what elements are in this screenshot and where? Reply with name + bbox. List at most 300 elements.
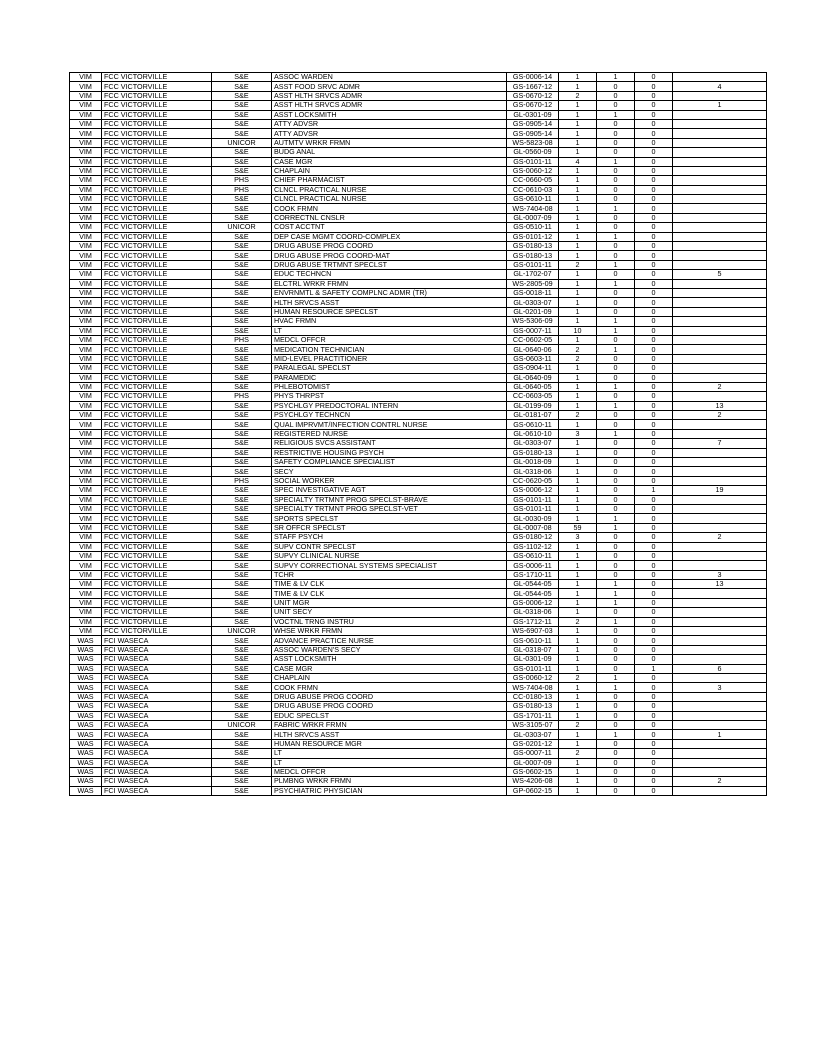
table-row <box>70 683 767 692</box>
cell-grade: WS-4206-08 <box>507 777 559 786</box>
cell-position-title: STAFF PSYCH <box>272 533 507 542</box>
cell-count-d <box>673 692 767 701</box>
cell-count-c: 0 <box>635 317 673 326</box>
cell-grade: GL-0610-10 <box>507 429 559 438</box>
table-row <box>70 176 767 185</box>
cell-count-c: 0 <box>635 223 673 232</box>
cell-count-c: 0 <box>635 636 673 645</box>
table-row <box>70 655 767 664</box>
cell-count-b: 0 <box>597 242 635 251</box>
cell-count-d <box>673 589 767 598</box>
table-row <box>70 636 767 645</box>
cell-count-c: 0 <box>635 401 673 410</box>
cell-count-b: 0 <box>597 542 635 551</box>
cell-count-c: 0 <box>635 176 673 185</box>
cell-count-d <box>673 429 767 438</box>
cell-position-title: REGISTERED NURSE <box>272 429 507 438</box>
cell-grade: GL-0318-06 <box>507 467 559 476</box>
cell-institution: FCI WASECA <box>102 702 212 711</box>
table-row <box>70 692 767 701</box>
cell-fund: S&E <box>212 551 272 560</box>
cell-position-title: MID-LEVEL PRACTITIONER <box>272 354 507 363</box>
table-row <box>70 608 767 617</box>
cell-region-code: VIM <box>70 364 102 373</box>
cell-count-a: 1 <box>559 242 597 251</box>
cell-count-b: 0 <box>597 458 635 467</box>
cell-position-title: MEDCL OFFCR <box>272 335 507 344</box>
cell-fund: PHS <box>212 335 272 344</box>
cell-count-b: 0 <box>597 711 635 720</box>
cell-institution: FCC VICTORVILLE <box>102 223 212 232</box>
cell-grade: GL-0640-06 <box>507 345 559 354</box>
table-row <box>70 645 767 654</box>
cell-count-a: 1 <box>559 317 597 326</box>
cell-count-b: 0 <box>597 786 635 795</box>
cell-position-title: VOCTNL TRNG INSTRU <box>272 617 507 626</box>
cell-position-title: PLMBNG WRKR FRMN <box>272 777 507 786</box>
cell-fund: S&E <box>212 260 272 269</box>
cell-count-b: 1 <box>597 683 635 692</box>
cell-count-b: 1 <box>597 617 635 626</box>
cell-grade: GL-0544-05 <box>507 589 559 598</box>
cell-region-code: VIM <box>70 439 102 448</box>
cell-count-d <box>673 711 767 720</box>
cell-count-a: 1 <box>559 298 597 307</box>
cell-count-c: 0 <box>635 382 673 391</box>
cell-count-c: 0 <box>635 523 673 532</box>
cell-count-c: 1 <box>635 486 673 495</box>
cell-region-code: VIM <box>70 157 102 166</box>
cell-grade: GL-0018-09 <box>507 458 559 467</box>
cell-position-title: LT <box>272 749 507 758</box>
cell-count-d: 3 <box>673 683 767 692</box>
cell-count-a: 1 <box>559 514 597 523</box>
cell-count-c: 0 <box>635 354 673 363</box>
cell-count-b: 0 <box>597 655 635 664</box>
cell-grade: GS-0201-12 <box>507 739 559 748</box>
cell-count-c: 0 <box>635 166 673 175</box>
cell-institution: FCC VICTORVILLE <box>102 458 212 467</box>
cell-count-c: 0 <box>635 232 673 241</box>
cell-institution: FCI WASECA <box>102 692 212 701</box>
cell-region-code: WAS <box>70 711 102 720</box>
cell-count-a: 1 <box>559 166 597 175</box>
cell-count-c: 0 <box>635 288 673 297</box>
cell-count-c: 0 <box>635 242 673 251</box>
cell-region-code: VIM <box>70 260 102 269</box>
cell-count-d <box>673 307 767 316</box>
cell-grade: CC-0660-05 <box>507 176 559 185</box>
cell-region-code: VIM <box>70 448 102 457</box>
cell-fund: UNICOR <box>212 223 272 232</box>
cell-count-d <box>673 702 767 711</box>
cell-count-b: 0 <box>597 467 635 476</box>
cell-fund: S&E <box>212 467 272 476</box>
cell-count-c: 0 <box>635 335 673 344</box>
cell-count-d <box>673 129 767 138</box>
table-row <box>70 730 767 739</box>
cell-grade: GL-0007-09 <box>507 758 559 767</box>
cell-region-code: VIM <box>70 420 102 429</box>
cell-count-c: 0 <box>635 786 673 795</box>
cell-institution: FCC VICTORVILLE <box>102 101 212 110</box>
cell-region-code: VIM <box>70 176 102 185</box>
cell-count-a: 1 <box>559 777 597 786</box>
cell-grade: GS-0101-11 <box>507 495 559 504</box>
cell-fund: S&E <box>212 730 272 739</box>
cell-count-b: 1 <box>597 204 635 213</box>
table-row <box>70 523 767 532</box>
cell-count-d <box>673 645 767 654</box>
table-row <box>70 232 767 241</box>
cell-count-a: 2 <box>559 345 597 354</box>
cell-grade: GS-1712-11 <box>507 617 559 626</box>
cell-position-title: ASST LOCKSMITH <box>272 110 507 119</box>
table-row <box>70 411 767 420</box>
cell-fund: S&E <box>212 542 272 551</box>
table-row <box>70 589 767 598</box>
cell-institution: FCC VICTORVILLE <box>102 420 212 429</box>
cell-count-a: 1 <box>559 148 597 157</box>
cell-count-d <box>673 166 767 175</box>
cell-fund: UNICOR <box>212 720 272 729</box>
cell-count-c: 0 <box>635 458 673 467</box>
cell-count-a: 4 <box>559 157 597 166</box>
cell-institution: FCI WASECA <box>102 683 212 692</box>
table-row <box>70 420 767 429</box>
cell-region-code: WAS <box>70 692 102 701</box>
table-row <box>70 251 767 260</box>
cell-grade: GL-0301-09 <box>507 110 559 119</box>
cell-grade: CC-0603-05 <box>507 392 559 401</box>
cell-count-d <box>673 119 767 128</box>
cell-count-c: 0 <box>635 392 673 401</box>
cell-institution: FCC VICTORVILLE <box>102 251 212 260</box>
cell-grade: WS-7404-08 <box>507 683 559 692</box>
cell-count-c: 0 <box>635 420 673 429</box>
cell-count-a: 1 <box>559 683 597 692</box>
cell-institution: FCC VICTORVILLE <box>102 533 212 542</box>
cell-count-c: 0 <box>635 683 673 692</box>
cell-count-d <box>673 561 767 570</box>
cell-grade: GL-0181-07 <box>507 411 559 420</box>
cell-position-title: SECY <box>272 467 507 476</box>
cell-count-a: 1 <box>559 542 597 551</box>
cell-count-d <box>673 326 767 335</box>
cell-count-a: 1 <box>559 486 597 495</box>
cell-count-a: 1 <box>559 420 597 429</box>
cell-count-a: 2 <box>559 749 597 758</box>
cell-fund: S&E <box>212 270 272 279</box>
cell-count-c: 0 <box>635 739 673 748</box>
cell-institution: FCC VICTORVILLE <box>102 148 212 157</box>
cell-count-d <box>673 514 767 523</box>
cell-fund: PHS <box>212 185 272 194</box>
table-row <box>70 223 767 232</box>
cell-count-b: 0 <box>597 495 635 504</box>
cell-count-c: 0 <box>635 711 673 720</box>
cell-count-b: 0 <box>597 195 635 204</box>
cell-count-d <box>673 335 767 344</box>
cell-count-b: 1 <box>597 674 635 683</box>
cell-region-code: VIM <box>70 73 102 82</box>
cell-position-title: BUDG ANAL <box>272 148 507 157</box>
cell-region-code: VIM <box>70 288 102 297</box>
table-row <box>70 514 767 523</box>
cell-region-code: VIM <box>70 279 102 288</box>
cell-count-c: 0 <box>635 589 673 598</box>
cell-fund: S&E <box>212 589 272 598</box>
cell-grade: GS-0180-13 <box>507 242 559 251</box>
cell-fund: S&E <box>212 692 272 701</box>
cell-count-c: 0 <box>635 279 673 288</box>
cell-institution: FCC VICTORVILLE <box>102 91 212 100</box>
cell-count-a: 1 <box>559 448 597 457</box>
cell-count-c: 0 <box>635 91 673 100</box>
table-row <box>70 617 767 626</box>
cell-count-b: 0 <box>597 411 635 420</box>
cell-count-d <box>673 157 767 166</box>
cell-count-c: 0 <box>635 580 673 589</box>
cell-count-a: 10 <box>559 326 597 335</box>
cell-position-title: SR OFFCR SPECLST <box>272 523 507 532</box>
cell-fund: S&E <box>212 110 272 119</box>
cell-institution: FCC VICTORVILLE <box>102 166 212 175</box>
cell-institution: FCC VICTORVILLE <box>102 542 212 551</box>
cell-count-b: 1 <box>597 514 635 523</box>
cell-region-code: VIM <box>70 561 102 570</box>
cell-count-a: 1 <box>559 110 597 119</box>
cell-grade: GS-0060-12 <box>507 166 559 175</box>
cell-count-a: 1 <box>559 645 597 654</box>
table-row <box>70 110 767 119</box>
cell-count-b: 0 <box>597 373 635 382</box>
cell-count-c: 0 <box>635 185 673 194</box>
cell-count-b: 1 <box>597 730 635 739</box>
table-row <box>70 467 767 476</box>
table-row <box>70 777 767 786</box>
cell-position-title: PSYCHLGY PREDOCTORAL INTERN <box>272 401 507 410</box>
cell-position-title: UNIT MGR <box>272 598 507 607</box>
cell-count-a: 1 <box>559 204 597 213</box>
cell-count-c: 0 <box>635 467 673 476</box>
cell-count-b: 0 <box>597 270 635 279</box>
cell-count-d <box>673 598 767 607</box>
cell-count-d <box>673 786 767 795</box>
cell-grade: GS-0006-14 <box>507 73 559 82</box>
cell-count-c: 0 <box>635 307 673 316</box>
cell-fund: S&E <box>212 683 272 692</box>
cell-count-b: 0 <box>597 223 635 232</box>
cell-count-b: 1 <box>597 326 635 335</box>
cell-count-b: 1 <box>597 260 635 269</box>
cell-institution: FCC VICTORVILLE <box>102 317 212 326</box>
table-row <box>70 758 767 767</box>
cell-count-a: 1 <box>559 504 597 513</box>
cell-institution: FCC VICTORVILLE <box>102 82 212 91</box>
cell-region-code: VIM <box>70 551 102 560</box>
table-row <box>70 401 767 410</box>
cell-count-b: 0 <box>597 298 635 307</box>
cell-position-title: TIME & LV CLK <box>272 580 507 589</box>
cell-region-code: VIM <box>70 129 102 138</box>
cell-institution: FCC VICTORVILLE <box>102 129 212 138</box>
cell-count-d <box>673 242 767 251</box>
cell-count-c: 0 <box>635 655 673 664</box>
cell-grade: GS-0610-11 <box>507 636 559 645</box>
cell-count-b: 1 <box>597 401 635 410</box>
cell-count-a: 1 <box>559 288 597 297</box>
cell-region-code: VIM <box>70 373 102 382</box>
cell-count-d <box>673 448 767 457</box>
cell-count-b: 0 <box>597 439 635 448</box>
cell-grade: GS-0610-11 <box>507 420 559 429</box>
cell-count-a: 1 <box>559 739 597 748</box>
cell-fund: S&E <box>212 533 272 542</box>
cell-count-c: 0 <box>635 598 673 607</box>
cell-position-title: PHLEBOTOMIST <box>272 382 507 391</box>
cell-region-code: VIM <box>70 242 102 251</box>
cell-position-title: LT <box>272 758 507 767</box>
cell-count-b: 0 <box>597 627 635 636</box>
cell-count-c: 0 <box>635 702 673 711</box>
cell-count-a: 1 <box>559 767 597 776</box>
cell-region-code: VIM <box>70 138 102 147</box>
cell-institution: FCI WASECA <box>102 655 212 664</box>
cell-institution: FCC VICTORVILLE <box>102 279 212 288</box>
cell-position-title: ADVANCE PRACTICE NURSE <box>272 636 507 645</box>
cell-count-d <box>673 608 767 617</box>
table-row <box>70 533 767 542</box>
cell-institution: FCC VICTORVILLE <box>102 288 212 297</box>
cell-position-title: SOCIAL WORKER <box>272 476 507 485</box>
cell-fund: S&E <box>212 561 272 570</box>
cell-fund: S&E <box>212 608 272 617</box>
cell-fund: PHS <box>212 176 272 185</box>
table-row <box>70 288 767 297</box>
cell-grade: GS-0180-13 <box>507 251 559 260</box>
cell-position-title: SPEC INVESTIGATIVE AGT <box>272 486 507 495</box>
cell-grade: GL-0303-07 <box>507 730 559 739</box>
cell-count-d: 1 <box>673 730 767 739</box>
table-row <box>70 326 767 335</box>
cell-region-code: VIM <box>70 204 102 213</box>
cell-institution: FCC VICTORVILLE <box>102 495 212 504</box>
cell-position-title: CLNCL PRACTICAL NURSE <box>272 195 507 204</box>
cell-count-d <box>673 195 767 204</box>
cell-region-code: VIM <box>70 166 102 175</box>
cell-institution: FCI WASECA <box>102 758 212 767</box>
cell-count-b: 0 <box>597 561 635 570</box>
cell-position-title: ASSOC WARDEN'S SECY <box>272 645 507 654</box>
cell-grade: GS-0007-11 <box>507 749 559 758</box>
cell-count-a: 1 <box>559 664 597 673</box>
cell-count-a: 1 <box>559 495 597 504</box>
cell-institution: FCC VICTORVILLE <box>102 486 212 495</box>
cell-count-d: 3 <box>673 570 767 579</box>
cell-count-a: 2 <box>559 617 597 626</box>
cell-position-title: DRUG ABUSE TRTMNT SPECLST <box>272 260 507 269</box>
cell-count-d: 1 <box>673 101 767 110</box>
cell-count-c: 0 <box>635 148 673 157</box>
cell-fund: S&E <box>212 345 272 354</box>
cell-count-b: 1 <box>597 232 635 241</box>
cell-region-code: VIM <box>70 542 102 551</box>
cell-fund: S&E <box>212 401 272 410</box>
cell-position-title: CASE MGR <box>272 664 507 673</box>
cell-position-title: TCHR <box>272 570 507 579</box>
cell-count-d <box>673 458 767 467</box>
cell-count-b: 1 <box>597 73 635 82</box>
cell-region-code: VIM <box>70 589 102 598</box>
table-row <box>70 129 767 138</box>
cell-count-b: 0 <box>597 129 635 138</box>
cell-region-code: WAS <box>70 777 102 786</box>
cell-count-d <box>673 542 767 551</box>
cell-count-b: 0 <box>597 335 635 344</box>
cell-grade: GS-0006-12 <box>507 598 559 607</box>
cell-count-c: 0 <box>635 730 673 739</box>
cell-region-code: VIM <box>70 335 102 344</box>
cell-region-code: WAS <box>70 758 102 767</box>
cell-region-code: WAS <box>70 739 102 748</box>
cell-count-a: 59 <box>559 523 597 532</box>
cell-grade: GS-1701-11 <box>507 711 559 720</box>
cell-grade: GL-0303-07 <box>507 439 559 448</box>
cell-grade: GS-1667-12 <box>507 82 559 91</box>
cell-count-c: 0 <box>635 692 673 701</box>
cell-fund: S&E <box>212 598 272 607</box>
table-row <box>70 674 767 683</box>
cell-count-d <box>673 467 767 476</box>
cell-fund: S&E <box>212 119 272 128</box>
cell-grade: GS-0101-11 <box>507 664 559 673</box>
cell-count-b: 0 <box>597 533 635 542</box>
cell-institution: FCC VICTORVILLE <box>102 476 212 485</box>
cell-count-a: 1 <box>559 598 597 607</box>
cell-count-b: 0 <box>597 570 635 579</box>
cell-count-c: 0 <box>635 551 673 560</box>
cell-institution: FCC VICTORVILLE <box>102 73 212 82</box>
cell-grade: GS-0018-11 <box>507 288 559 297</box>
cell-grade: CC-0180-13 <box>507 692 559 701</box>
cell-institution: FCI WASECA <box>102 645 212 654</box>
cell-count-c: 0 <box>635 758 673 767</box>
cell-fund: S&E <box>212 251 272 260</box>
cell-count-a: 1 <box>559 655 597 664</box>
cell-institution: FCI WASECA <box>102 636 212 645</box>
cell-grade: WS-3105-07 <box>507 720 559 729</box>
cell-count-b: 1 <box>597 317 635 326</box>
cell-grade: GL-0303-07 <box>507 298 559 307</box>
cell-region-code: VIM <box>70 148 102 157</box>
cell-institution: FCC VICTORVILLE <box>102 195 212 204</box>
cell-count-a: 2 <box>559 260 597 269</box>
cell-count-c: 0 <box>635 298 673 307</box>
cell-count-c: 0 <box>635 533 673 542</box>
cell-grade: WS-7404-08 <box>507 204 559 213</box>
cell-region-code: VIM <box>70 382 102 391</box>
cell-count-d <box>673 251 767 260</box>
cell-position-title: SPECIALTY TRTMNT PROG SPECLST-BRAVE <box>272 495 507 504</box>
cell-grade: GL-0544-05 <box>507 580 559 589</box>
cell-count-b: 0 <box>597 166 635 175</box>
cell-count-a: 1 <box>559 439 597 448</box>
cell-position-title: ASST HLTH SRVCS ADMR <box>272 101 507 110</box>
table-row <box>70 720 767 729</box>
cell-count-d <box>673 213 767 222</box>
cell-institution: FCC VICTORVILLE <box>102 232 212 241</box>
